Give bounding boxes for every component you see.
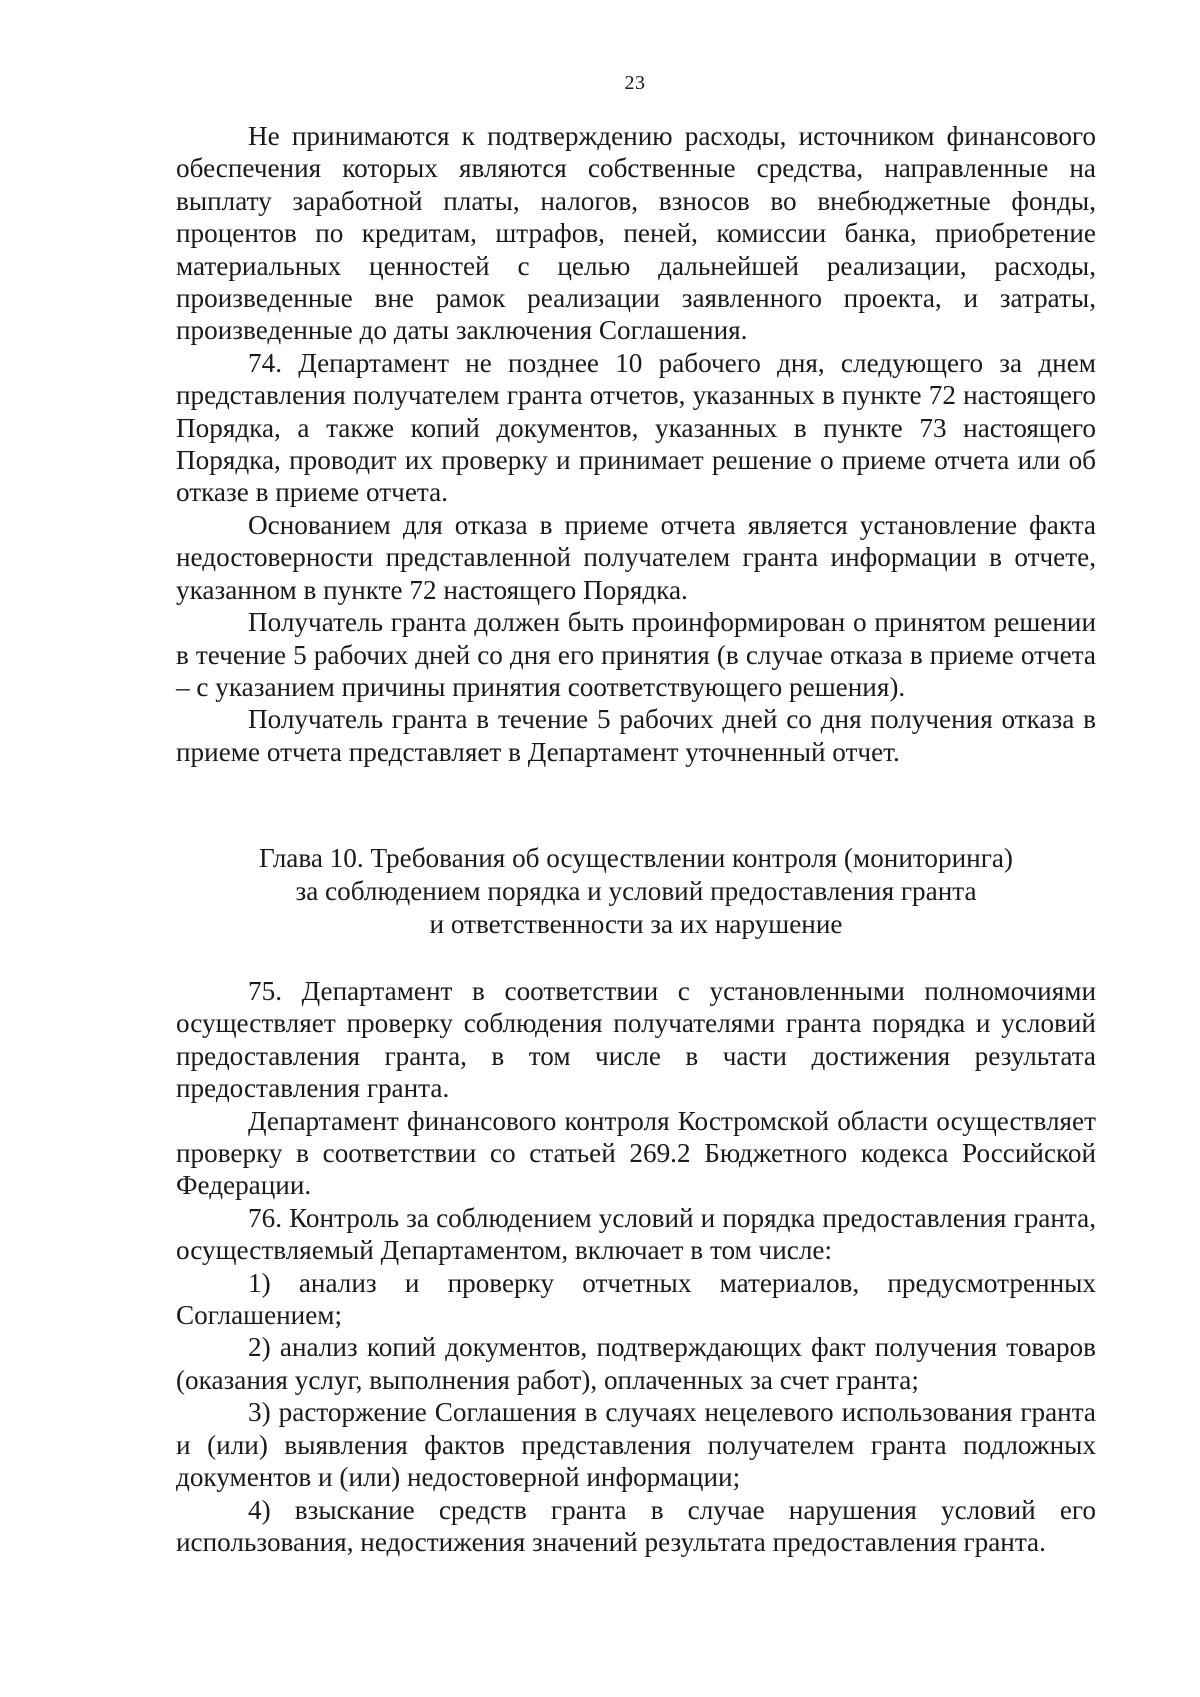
paragraph: Получатель гранта в течение 5 рабочих дней со дня получения отказа в приеме отчета представляет в Департамент уточненный отчет. <box>176 704 1096 767</box>
chapter-title-line: и ответственности за их нарушение <box>429 909 843 939</box>
paragraph-75: 75. Департамент в соответствии с установленными полномочиями осуществляет проверку соблюдения получателями гранта порядка и условий предоставления гранта, в том числе в части достижения результата предоставления гранта. <box>176 976 1096 1104</box>
paragraph: Основанием для отказа в приеме отчета является установление факта недостоверности представленной получателем гранта информации в отчете, указанном в пункте 72 настоящего Порядка. <box>176 509 1096 605</box>
paragraph: Департамент финансового контроля Костромской области осуществляет проверку в соответствии со статьей 269.2 Бюджетного кодекса Российской Федерации. <box>176 1105 1096 1201</box>
page-number: 23 <box>624 72 646 94</box>
list-item: 2) анализ копий документов, подтверждающих факт получения товаров (оказания услуг, выполнения работ), оплаченных за счет гранта; <box>176 1332 1096 1395</box>
list-item: 3) расторжение Соглашения в случаях нецелевого использования гранта и (или) выявления фактов представления получателем гранта подложных документов и (или) недостоверной информации; <box>176 1397 1096 1493</box>
text-section-before <box>176 120 1096 768</box>
chapter-title-line: Глава 10. Требования об осуществлении контроля (мониторинга) <box>259 843 1013 873</box>
paragraph-76: 76. Контроль за соблюдением условий и порядка предоставления гранта, осуществляемый Департаментом, включает в том числе: <box>176 1202 1096 1266</box>
text-section-after <box>176 975 1096 1558</box>
list-item: 4) взыскание средств гранта в случае нарушения условий его использования, недостижения значений результата предоставления гранта. <box>176 1494 1096 1557</box>
chapter-title-line: за соблюдением порядка и условий предоставления гранта <box>295 876 977 906</box>
paragraph: Не принимаются к подтверждению расходы, источником финансового обеспечения которых являются собственные средства, направленные на выплату заработной платы, налогов, взносов во внебюджетные фонды, процентов по кредитам, штрафов, пеней, комиссии банка, приобретение материальных ценностей с целью дальнейшей реализации, расходы, произведенные вне рамок реализации заявленного проекта, и затраты, произведенные до даты заключения Соглашения. <box>176 121 1096 346</box>
paragraph-74: 74. Департамент не позднее 10 рабочего дня, следующего за днем представления получателем гранта отчетов, указанных в пункте 72 настоящего Порядка, а также копий документов, указанных в пункте 73 настоящего Порядка, проводит их проверку и принимает решение о приеме отчета или об отказе в приеме отчета. <box>176 347 1096 508</box>
paragraph: Получатель гранта должен быть проинформирован о принятом решении в течение 5 рабочих дней со дня его принятия (в случае отказа в приеме отчета – с указанием причины принятия соответствующего решения). <box>176 607 1096 702</box>
list-item: 1) анализ и проверку отчетных материалов, предусмотренных Соглашением; <box>176 1267 1096 1331</box>
chapter-title <box>176 842 1096 941</box>
